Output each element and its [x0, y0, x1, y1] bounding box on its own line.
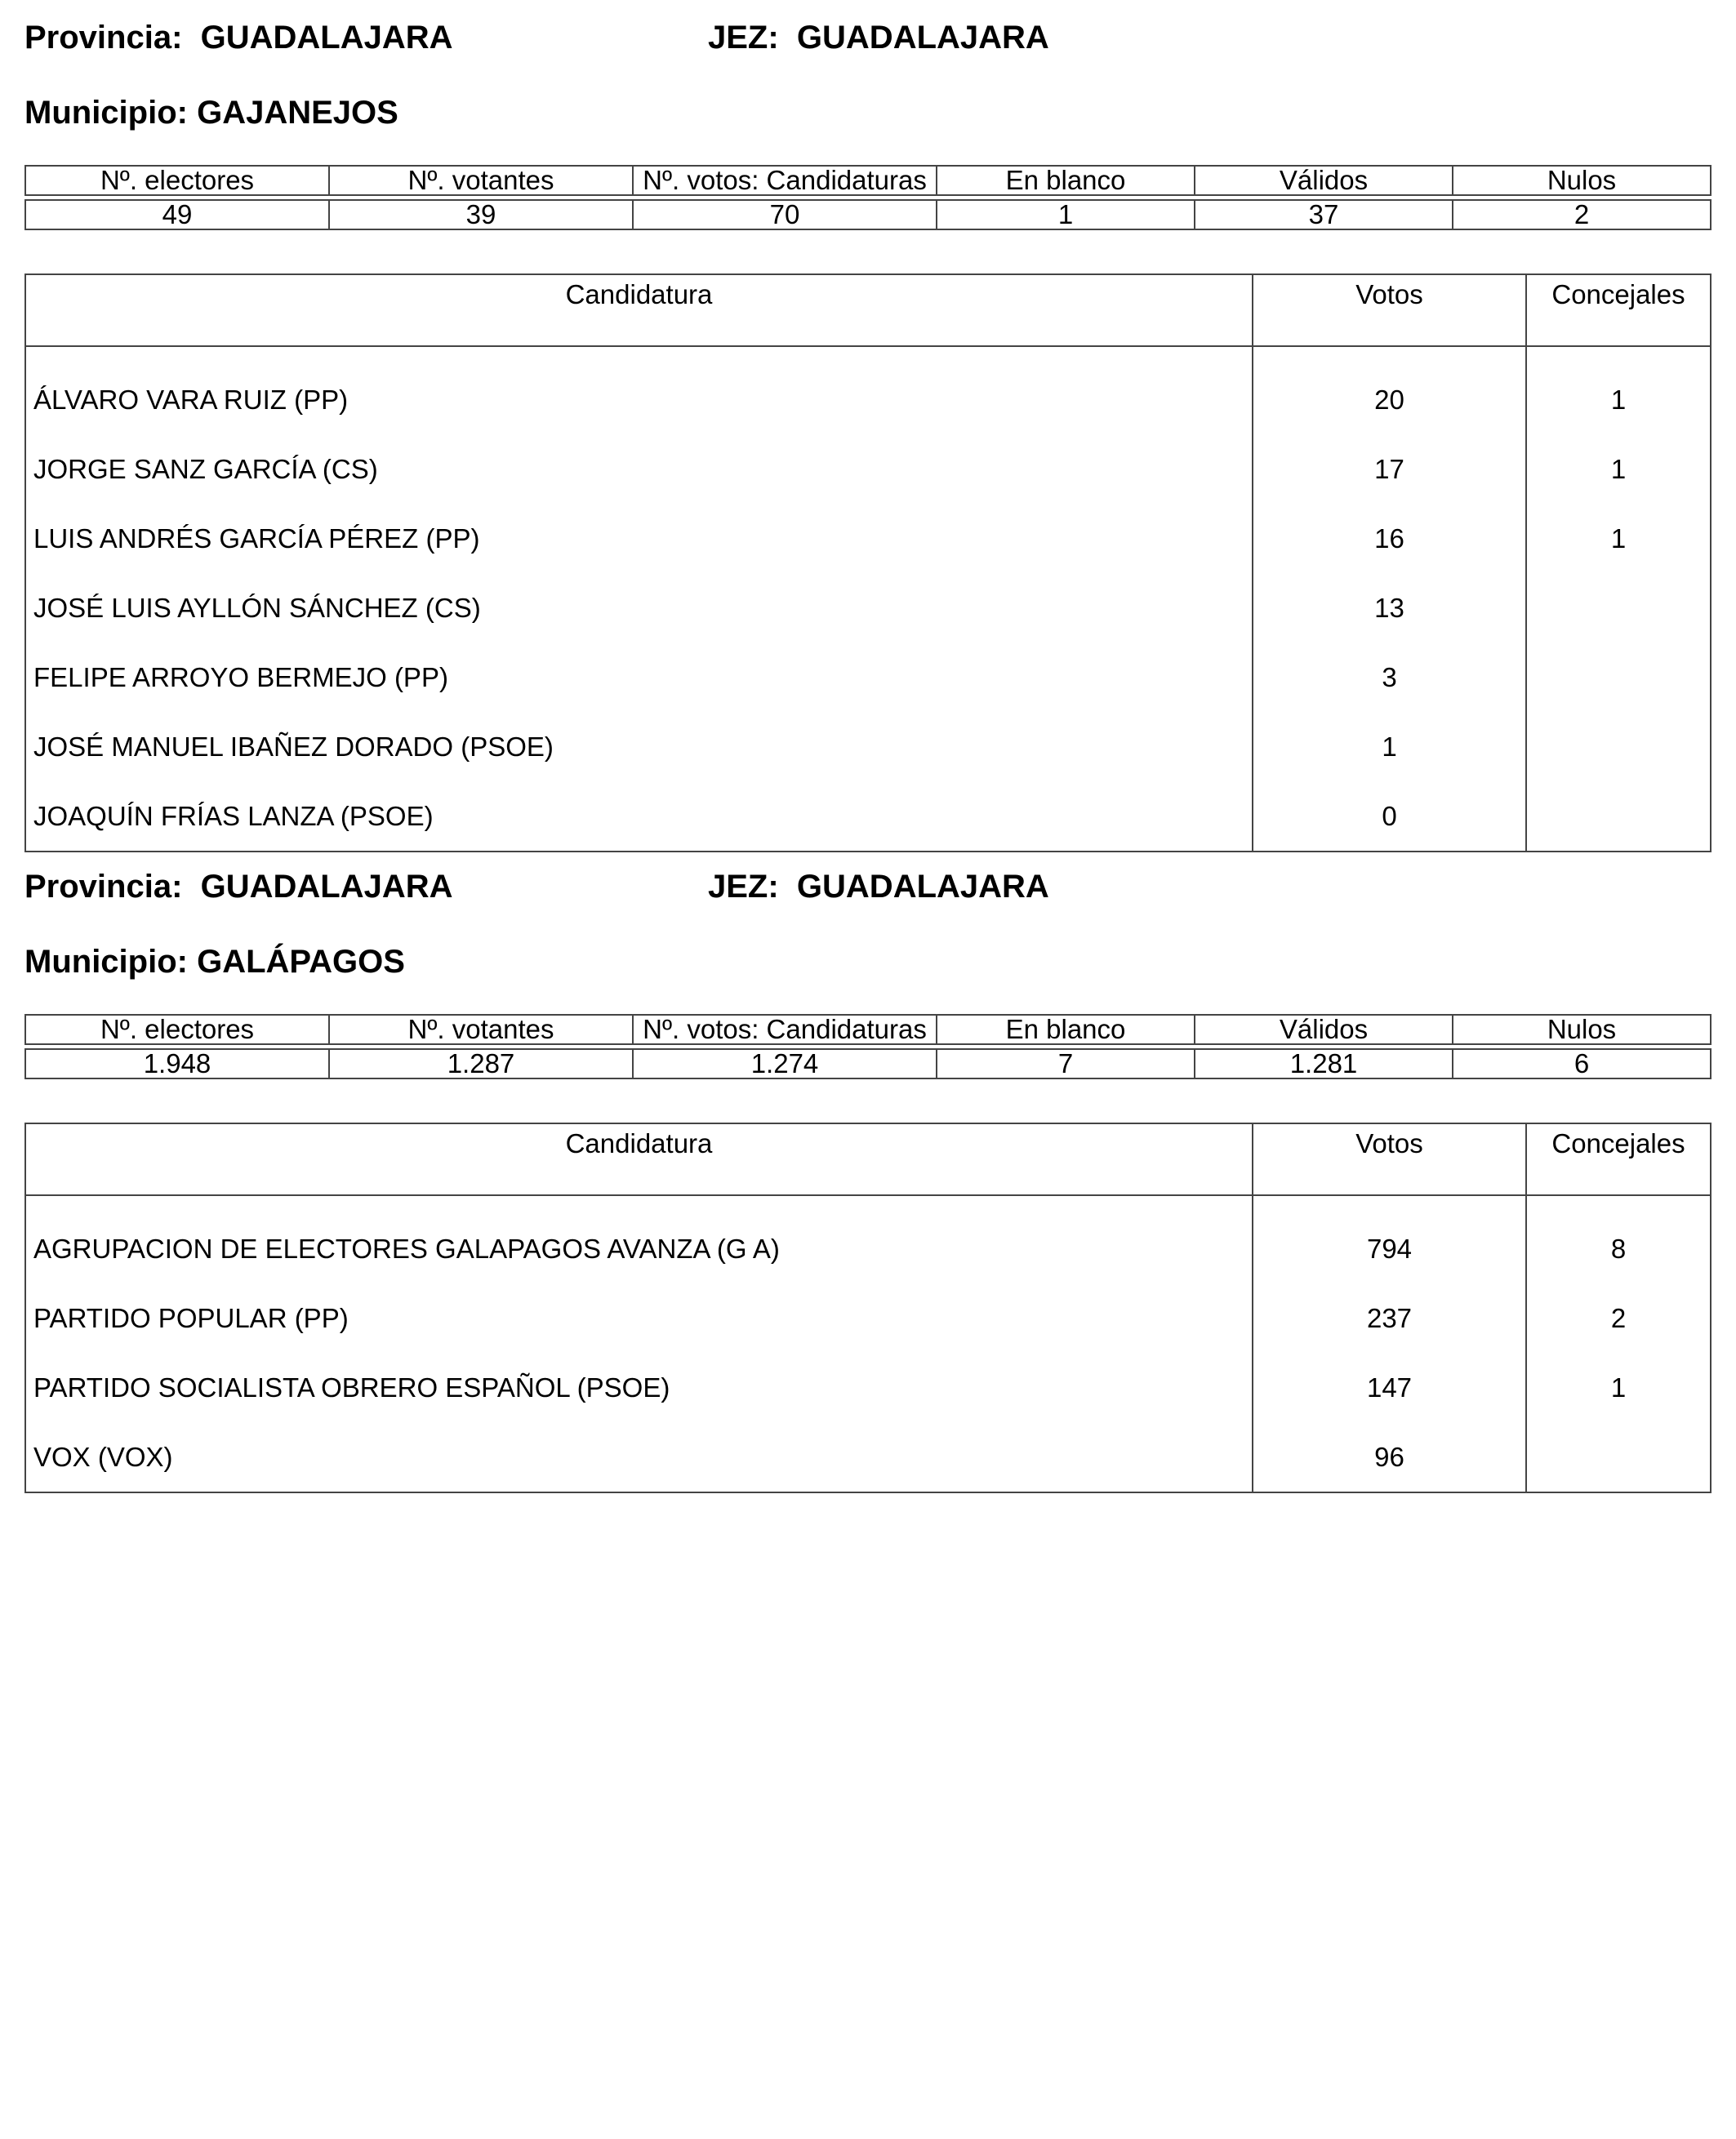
summary-value-cell: 49 — [25, 200, 329, 229]
table-row — [25, 1353, 1711, 1422]
candidate-concejales — [1526, 573, 1711, 643]
candidate-concejales: 2 — [1526, 1283, 1711, 1353]
table-row — [25, 1422, 1711, 1492]
summary-header-row — [25, 166, 1711, 195]
summary-value-row — [25, 200, 1711, 229]
summary-value-cell: 1.281 — [1195, 1049, 1453, 1078]
candidate-votos: 16 — [1253, 504, 1526, 573]
summary-value-cell: 2 — [1453, 200, 1711, 229]
summary-header-cell: En blanco — [937, 166, 1195, 195]
candidate-votos: 3 — [1253, 643, 1526, 712]
municipio-heading: Municipio: GALÁPAGOS — [24, 944, 405, 980]
candidate-name: LUIS ANDRÉS GARCÍA PÉREZ (PP) — [25, 504, 1253, 573]
jez-heading: JEZ: GUADALAJARA — [708, 869, 1049, 905]
concejales-header: Concejales — [1526, 1123, 1711, 1195]
candidate-votos: 0 — [1253, 781, 1526, 852]
summary-header-cell: Nº. votos: Candidaturas — [633, 166, 937, 195]
summary-value-cell: 7 — [937, 1049, 1195, 1078]
provincia-heading: Provincia: GUADALAJARA — [24, 20, 453, 56]
candidates-header-row — [25, 274, 1711, 346]
candidate-votos: 17 — [1253, 434, 1526, 504]
votos-header: Votos — [1253, 1123, 1526, 1195]
summary-value-cell: 39 — [329, 200, 633, 229]
candidate-concejales — [1526, 712, 1711, 781]
candidate-name: JOSÉ LUIS AYLLÓN SÁNCHEZ (CS) — [25, 573, 1253, 643]
table-row — [25, 781, 1711, 852]
candidates-header-row — [25, 1123, 1711, 1195]
candidate-concejales — [1526, 643, 1711, 712]
concejales-header: Concejales — [1526, 274, 1711, 346]
table-row — [25, 346, 1711, 434]
candidate-name: JORGE SANZ GARCÍA (CS) — [25, 434, 1253, 504]
table-row — [25, 1195, 1711, 1283]
summary-value-cell: 6 — [1453, 1049, 1711, 1078]
table-row — [25, 573, 1711, 643]
candidate-name: JOAQUÍN FRÍAS LANZA (PSOE) — [25, 781, 1253, 852]
summary-value-cell: 1.287 — [329, 1049, 633, 1078]
summary-value-cell: 1.274 — [633, 1049, 937, 1078]
summary-header-cell: Nulos — [1453, 1015, 1711, 1044]
candidate-name: AGRUPACION DE ELECTORES GALAPAGOS AVANZA (G A) — [25, 1195, 1253, 1283]
summary-header-cell: Nº. electores — [25, 1015, 329, 1044]
summary-header-cell: Nº. electores — [25, 166, 329, 195]
candidate-votos: 20 — [1253, 346, 1526, 434]
table-row — [25, 504, 1711, 573]
summary-value-cell: 1 — [937, 200, 1195, 229]
candidate-name: FELIPE ARROYO BERMEJO (PP) — [25, 643, 1253, 712]
table-row — [25, 643, 1711, 712]
provincia-heading: Provincia: GUADALAJARA — [24, 869, 453, 905]
summary-header-cell: Válidos — [1195, 1015, 1453, 1044]
summary-value-cell: 70 — [633, 200, 937, 229]
candidate-votos: 96 — [1253, 1422, 1526, 1492]
votos-header: Votos — [1253, 274, 1526, 346]
summary-header-cell: Nº. votantes — [329, 1015, 633, 1044]
summary-header-cell: Válidos — [1195, 166, 1453, 195]
candidate-concejales: 1 — [1526, 1353, 1711, 1422]
summary-value-row — [25, 1049, 1711, 1078]
summary-value-cell: 37 — [1195, 200, 1453, 229]
summary-header-cell: Nº. votos: Candidaturas — [633, 1015, 937, 1044]
candidate-concejales: 1 — [1526, 434, 1711, 504]
candidate-concejales: 1 — [1526, 504, 1711, 573]
candidate-name: PARTIDO POPULAR (PP) — [25, 1283, 1253, 1353]
candidate-votos: 237 — [1253, 1283, 1526, 1353]
candidate-votos: 13 — [1253, 573, 1526, 643]
candidate-concejales — [1526, 1422, 1711, 1492]
table-row — [25, 712, 1711, 781]
table-row — [25, 434, 1711, 504]
summary-header-cell: En blanco — [937, 1015, 1195, 1044]
candidates-table — [24, 273, 1712, 852]
table-row — [25, 1283, 1711, 1353]
candidate-name: JOSÉ MANUEL IBAÑEZ DORADO (PSOE) — [25, 712, 1253, 781]
candidate-votos: 1 — [1253, 712, 1526, 781]
candidate-name: VOX (VOX) — [25, 1422, 1253, 1492]
summary-header-cell: Nulos — [1453, 166, 1711, 195]
summary-table — [24, 165, 1712, 230]
candidate-concejales: 8 — [1526, 1195, 1711, 1283]
summary-value-cell: 1.948 — [25, 1049, 329, 1078]
summary-header-row — [25, 1015, 1711, 1044]
jez-heading: JEZ: GUADALAJARA — [708, 20, 1049, 56]
candidate-votos: 147 — [1253, 1353, 1526, 1422]
candidate-votos: 794 — [1253, 1195, 1526, 1283]
candidatura-header: Candidatura — [25, 1123, 1253, 1195]
summary-table — [24, 1014, 1712, 1079]
candidate-concejales — [1526, 781, 1711, 852]
candidatura-header: Candidatura — [25, 274, 1253, 346]
summary-header-cell: Nº. votantes — [329, 166, 633, 195]
candidate-name: ÁLVARO VARA RUIZ (PP) — [25, 346, 1253, 434]
candidate-concejales: 1 — [1526, 346, 1711, 434]
candidate-name: PARTIDO SOCIALISTA OBRERO ESPAÑOL (PSOE) — [25, 1353, 1253, 1422]
municipio-heading: Municipio: GAJANEJOS — [24, 95, 398, 131]
candidates-table — [24, 1123, 1712, 1493]
